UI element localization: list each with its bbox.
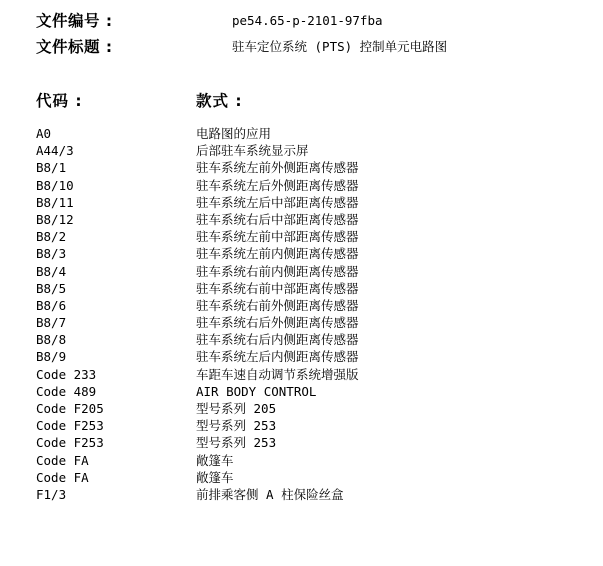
table-row	[36, 434, 596, 451]
row-code: B8/8	[36, 332, 67, 348]
row-code: Code 489	[36, 383, 97, 399]
row-code: Code 233	[36, 366, 97, 382]
row-code: B8/6	[36, 297, 67, 313]
row-code: A44/3	[36, 143, 74, 159]
row-description: 驻车系统左前外侧距离传感器	[196, 160, 359, 176]
table-row	[36, 469, 596, 486]
row-description: 敞篷车	[196, 469, 234, 485]
table-row	[36, 366, 596, 383]
file-number-row	[36, 10, 596, 30]
row-description: 驻车系统右前中部距离传感器	[196, 280, 359, 296]
row-description: 驻车系统左前内侧距离传感器	[196, 246, 359, 262]
table-row	[36, 142, 596, 159]
row-code: A0	[36, 126, 52, 141]
row-code: B8/4	[36, 263, 67, 279]
row-description: 前排乘客侧 A 柱保险丝盒	[196, 486, 344, 502]
table-header	[36, 89, 596, 111]
row-code: B8/12	[36, 211, 74, 227]
row-description: AIR BODY CONTROL	[196, 383, 317, 399]
file-title-value: 驻车定位系统 (PTS) 控制单元电路图	[232, 39, 448, 54]
table-row	[36, 211, 596, 228]
row-description: 后部驻车系统显示屏	[196, 143, 309, 159]
file-title-row	[36, 36, 596, 56]
table-row	[36, 417, 596, 434]
row-description: 驻车系统左后外侧距离传感器	[196, 177, 359, 193]
row-description: 敞篷车	[196, 452, 234, 468]
table-row	[36, 263, 596, 280]
row-code: B8/2	[36, 229, 67, 245]
table-row	[36, 194, 596, 211]
table-row	[36, 400, 596, 417]
row-description: 型号系列 253	[196, 418, 277, 434]
table-row	[36, 452, 596, 469]
table-row	[36, 177, 596, 194]
table-row	[36, 125, 596, 142]
table-row	[36, 245, 596, 262]
row-description: 驻车系统左后内侧距离传感器	[196, 349, 359, 365]
row-description: 驻车系统右后中部距离传感器	[196, 211, 359, 227]
row-code: B8/1	[36, 160, 67, 176]
file-number-label: 文件编号 :	[36, 12, 113, 30]
row-code: B8/10	[36, 177, 74, 193]
code-list	[36, 125, 596, 503]
row-description: 驻车系统右前外侧距离传感器	[196, 297, 359, 313]
table-row	[36, 297, 596, 314]
row-code: Code F205	[36, 401, 104, 416]
table-row	[36, 348, 596, 365]
row-code: B8/7	[36, 315, 67, 331]
row-description: 电路图的应用	[196, 126, 272, 141]
row-description: 驻车系统右后外侧距离传感器	[196, 315, 359, 331]
row-description: 驻车系统左后中部距离传感器	[196, 194, 359, 210]
row-description: 驻车系统右前内侧距离传感器	[196, 263, 359, 279]
row-code: F1/3	[36, 486, 67, 502]
row-description: 驻车系统右后内侧距离传感器	[196, 332, 359, 348]
description-column-header: 款式 :	[196, 92, 243, 110]
row-description: 驻车系统左前中部距离传感器	[196, 229, 359, 245]
row-code: B8/9	[36, 349, 67, 365]
table-row	[36, 486, 596, 503]
row-code: Code FA	[36, 469, 89, 485]
row-code: Code F253	[36, 435, 104, 451]
code-column-header: 代码 :	[36, 92, 83, 110]
table-row	[36, 228, 596, 245]
table-row	[36, 159, 596, 176]
file-title-label: 文件标题 :	[36, 38, 113, 56]
row-code: B8/11	[36, 194, 74, 210]
table-row	[36, 331, 596, 348]
row-description: 型号系列 205	[196, 401, 277, 416]
table-row	[36, 280, 596, 297]
row-code: Code F253	[36, 418, 104, 434]
table-row	[36, 383, 596, 400]
file-number-value: pe54.65-p-2101-97fba	[232, 12, 383, 28]
row-code: Code FA	[36, 452, 89, 468]
row-description: 型号系列 253	[196, 435, 277, 451]
row-code: B8/3	[36, 246, 67, 262]
row-code: B8/5	[36, 280, 67, 296]
row-description: 车距车速自动调节系统增强版	[196, 366, 359, 382]
table-row	[36, 314, 596, 331]
